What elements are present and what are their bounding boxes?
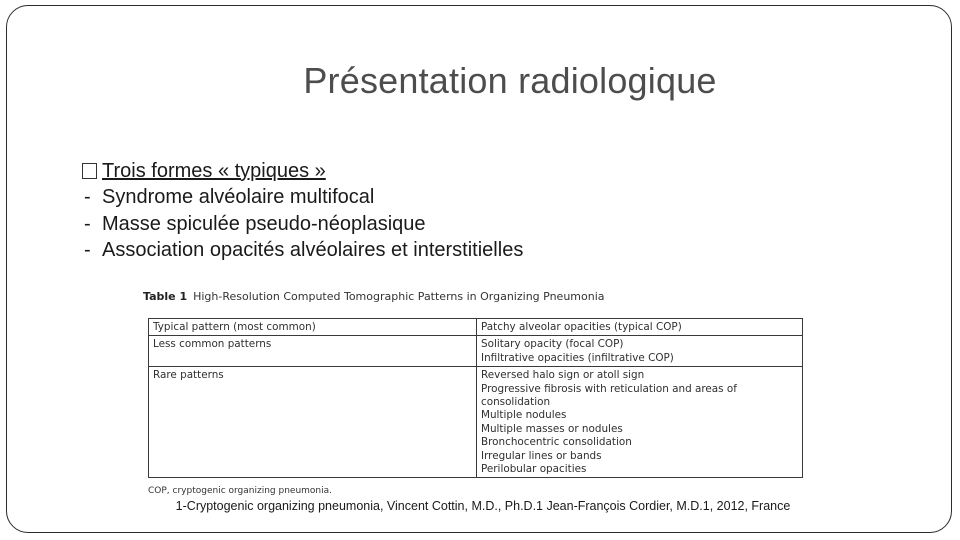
table-figure — [143, 287, 808, 496]
table-footnote: COP, cryptogenic organizing pneumonia. — [148, 486, 332, 497]
dash-icon: - — [84, 212, 91, 235]
cell-line: Progressive fibrosis with reticulation and areas of consolidation — [481, 382, 737, 409]
bullet-list — [80, 158, 523, 264]
table-cell — [477, 319, 803, 336]
cell-line: Multiple masses or nodules — [481, 422, 623, 435]
checkbox-bullet-icon — [82, 163, 97, 179]
list-item-text: Masse spiculée pseudo-néoplasique — [102, 212, 426, 235]
list-item-text: Association opacités alvéolaires et interstitielles — [102, 239, 524, 262]
cell-line: Bronchocentric consolidation — [481, 436, 632, 449]
list-item — [80, 185, 523, 212]
table-row — [149, 336, 803, 367]
table-caption-text: High-Resolution Computed Tomographic Patterns in Organizing Pneumonia — [193, 290, 605, 303]
bullet-header-text: Trois formes « typiques » — [102, 159, 326, 182]
slide-title: Présentation radiologique — [303, 60, 717, 101]
table-caption-label: Table 1 — [143, 290, 188, 303]
cell-line: Irregular lines or bands — [481, 449, 602, 462]
cell-line: Infiltrative opacities (infiltrative COP) — [481, 351, 674, 364]
table-cell: Typical pattern (most common) — [149, 319, 477, 336]
source-citation-text: 1-Cryptogenic organizing pneumonia, Vincent Cottin, M.D., Ph.D.1 Jean-François Cordier, M.D.1, 2012, France — [175, 499, 791, 513]
cell-line: Perilobular opacities — [481, 463, 587, 476]
cell-line: Multiple nodules — [481, 409, 567, 422]
cell-line: Solitary opacity (focal COP) — [481, 338, 624, 351]
table-cell: Rare patterns — [149, 367, 477, 478]
table-cell — [477, 367, 803, 478]
table-caption — [143, 287, 808, 307]
list-item — [80, 211, 523, 238]
cell-line: Patchy alveolar opacities (typical COP) — [481, 321, 682, 333]
source-citation — [0, 499, 960, 513]
cell-line: Reversed halo sign or atoll sign — [481, 369, 645, 382]
bullet-header — [80, 158, 523, 185]
list-item-text: Syndrome alvéolaire multifocal — [102, 186, 375, 209]
patterns-table — [148, 318, 803, 478]
table-cell: Less common patterns — [149, 336, 477, 367]
list-item — [80, 238, 523, 265]
dash-icon: - — [84, 186, 91, 209]
table-cell — [477, 336, 803, 367]
table-row — [149, 319, 803, 336]
dash-icon: - — [84, 239, 91, 262]
table-row — [149, 367, 803, 478]
